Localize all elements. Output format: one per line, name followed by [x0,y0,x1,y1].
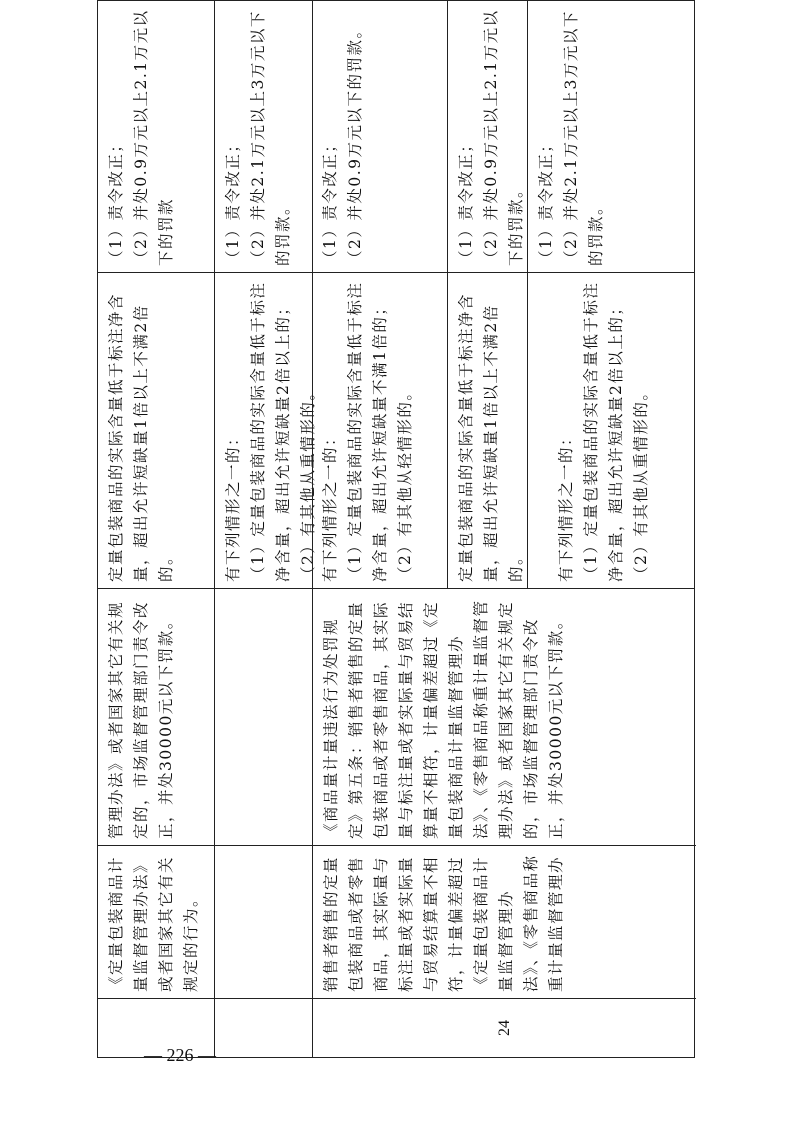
table-row [447,1,527,589]
page-number: — 226 — [144,1045,216,1065]
behavior-cell [215,846,312,999]
behavior-cell: 销售者销售的定量包装商品或者零售商品，其实际量与标注量或者实际量与贸易结算量不相符，计量偏差超过《定量包装商品计量监督管理办法》、《零售商品称重计量监督管理办 [313,846,696,999]
circumstances-cell: 有下列情形之一的： （1）定量包装商品的实际含量低于标注净含量，超出允许短缺量不满1倍的； （2）有其他从轻情形的。 [312,273,447,589]
penalty-cell: （1）责令改正； （2）并处0.9万元以上2.1万元以下的罚款 [98,1,214,273]
table-row [312,1,447,589]
basis-cell: 《商品量计量违法行为处罚规定》第五条：销售者销售的定量包装商品或者零售商品，其实际量与标注量或者实际量与贸易结算量不相符，计量偏差超过《定量包装商品计量监督管理办法》、《零售商品称重计量监督管理办法》或者国家其它有关规定的，市场监督管理部门责令改正，并处30000元以下罚款。 [313,589,696,846]
penalty-cell: （1）责令改正； （2）并处2.1万元以上3万元以下的罚款。 [528,1,694,273]
penalty-table [97,0,695,1058]
row-number [215,999,312,1057]
penalty-cell: （1）责令改正； （2）并处0.9万元以下的罚款。 [312,1,447,273]
row-number: 24 [496,1020,513,1036]
circumstances-cell: 有下列情形之一的： （1）定量包装商品的实际含量低于标注净含量，超出允许短缺量2倍以上的； （2）有其他从重情形的。 [215,273,312,589]
penalty-cell: （1）责令改正； （2）并处0.9万元以上2.1万元以下的罚款。 [448,1,527,273]
circumstances-cell: 定量包装商品的实际含量低于标注净含量，超出允许短缺量1倍以上不满2倍的。 [98,273,214,589]
circumstances-cell: 有下列情形之一的： （1）定量包装商品的实际含量低于标注净含量，超出允许短缺量2倍以上的； （2）有其他从重情形的。 [528,273,694,589]
basis-cell: 管理办法》或者国家其它有关规定的，市场监督管理部门责令改正，并处30000元以下罚款。 [98,589,214,846]
basis-cell [215,589,312,846]
table-row [527,1,694,589]
table-row [98,1,214,1057]
behavior-cell: 《定量包装商品计量监督管理办法》或者国家其它有关规定的行为。 [98,846,214,999]
circumstances-cell: 定量包装商品的实际含量低于标注净含量，超出允许短缺量1倍以上不满2倍的。 [448,273,527,589]
table-row [214,1,317,1057]
penalty-cell: （1）责令改正； （2）并处2.1万元以上3万元以下的罚款。 [215,1,312,273]
